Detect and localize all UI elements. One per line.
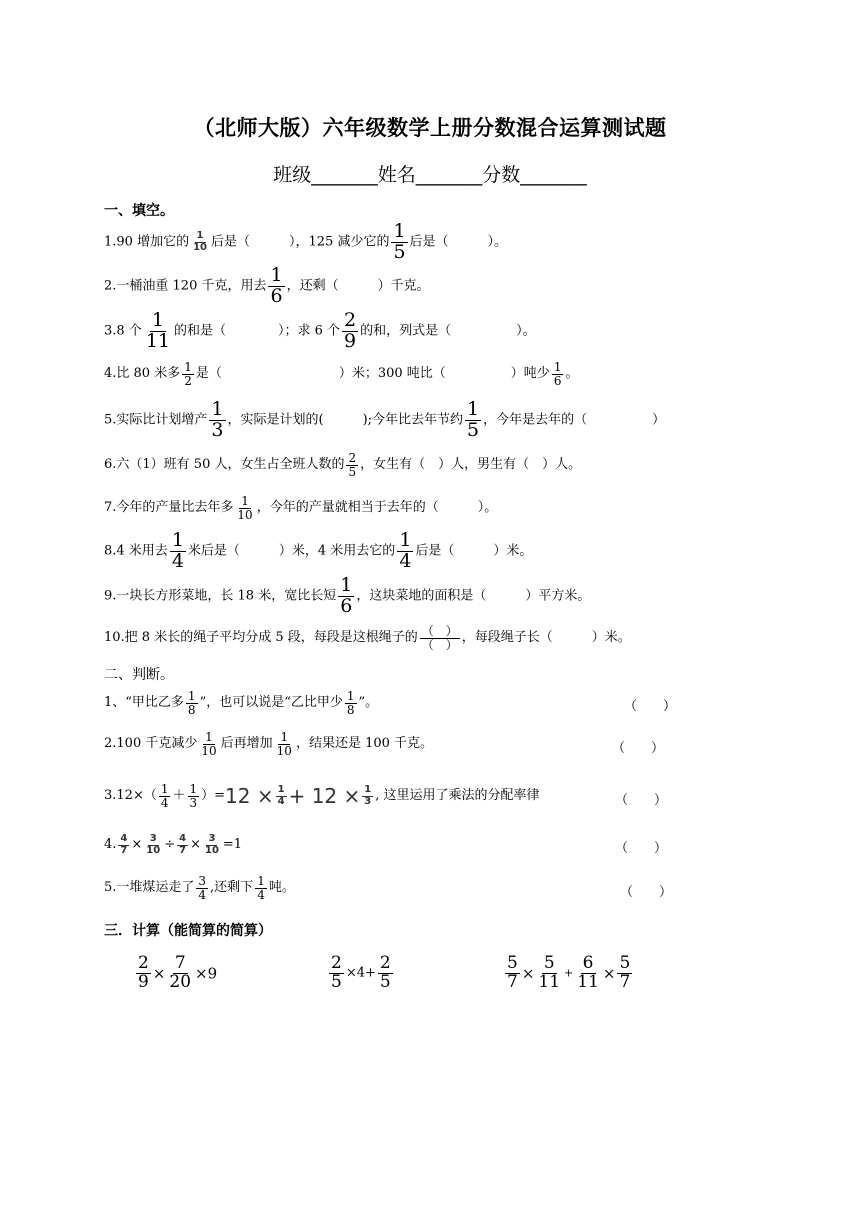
- question-9: [104, 576, 590, 616]
- question-text: ÷: [164, 837, 176, 852]
- numerator: 4: [120, 833, 128, 844]
- answer-paren[interactable]: （ ）: [620, 885, 673, 900]
- numerator: 1: [187, 688, 196, 703]
- denominator: 3: [211, 418, 224, 441]
- numerator: 1: [189, 781, 198, 796]
- question-text: ，结果还是 100 千克。: [295, 736, 434, 751]
- student-info-line: 班级_______姓名_______分数_______: [273, 164, 587, 186]
- denominator: 7: [179, 844, 187, 856]
- question-text: ×4+: [345, 965, 376, 981]
- judge-5: [104, 868, 295, 908]
- judge-2: [104, 724, 433, 764]
- numerator: 1: [241, 493, 249, 508]
- fraction: [275, 731, 294, 757]
- denominator: 5: [379, 972, 391, 992]
- question-text: 后是（ ），125 减少它的: [211, 234, 390, 250]
- fraction: [170, 531, 186, 572]
- question-text: 吨。: [268, 880, 295, 895]
- question-text: 4.: [104, 837, 117, 852]
- question-text: ，还剩（ ）千克。: [286, 278, 430, 294]
- question-text: 5.一堆煤运走了: [104, 880, 195, 895]
- question-text: 3.12×（: [104, 788, 157, 803]
- denominator: 4: [160, 795, 169, 810]
- fraction: [196, 875, 208, 901]
- numerator: 1: [205, 729, 213, 744]
- question-text: ，这块菜地的面积是（ ）平方米。: [356, 588, 591, 604]
- calc-3: [503, 950, 634, 996]
- numerator: 1: [277, 784, 285, 795]
- fraction: [235, 495, 254, 521]
- numerator: 3: [208, 833, 216, 844]
- fraction: [159, 783, 171, 809]
- fraction: [552, 361, 564, 387]
- denominator: 20: [169, 972, 192, 992]
- question-5: [104, 400, 665, 440]
- question-text: ,还剩下: [210, 880, 254, 895]
- denominator: 7: [120, 844, 128, 856]
- numerator: 1: [399, 529, 412, 551]
- question-text: ，女生有（ ）人，男生有（ ）人。: [360, 457, 582, 472]
- fraction: [338, 576, 354, 617]
- fraction: [276, 785, 287, 807]
- section-calc-heading: 三．计算（能简算的简算）: [104, 923, 272, 939]
- numerator: 1: [151, 309, 164, 331]
- question-text: 米后是（ ）米，4 米用去它的: [187, 543, 396, 559]
- fraction: [203, 834, 221, 856]
- question-text: 1.90 增加它的: [104, 234, 190, 250]
- denominator: 7: [619, 972, 631, 992]
- fraction: [362, 785, 373, 807]
- question-text: ×9: [195, 964, 218, 983]
- denominator: 6: [270, 284, 283, 307]
- denominator: 4: [198, 887, 207, 902]
- numerator: 2: [379, 953, 391, 974]
- fraction: [144, 834, 162, 856]
- denominator: 8: [346, 702, 355, 717]
- question-4: [104, 354, 578, 394]
- question-text: ”，也可以说是“乙比甲少: [199, 695, 343, 710]
- fraction: [188, 783, 200, 809]
- numerator: 1: [467, 398, 480, 420]
- question-text: 4.比 80 米多: [104, 366, 181, 381]
- question-text: ，实际是计划的( );今年比去年节约: [227, 412, 464, 428]
- question-text: , 这里运用了乘法的分配率律: [375, 788, 540, 803]
- fraction: [186, 690, 198, 716]
- denominator: 10: [204, 844, 219, 856]
- denominator: 5: [393, 240, 406, 263]
- denominator: 8: [187, 702, 196, 717]
- denominator: （ ）: [421, 637, 458, 652]
- numerator: 1: [184, 359, 192, 374]
- denominator: 5: [331, 972, 342, 992]
- fraction: [209, 400, 225, 441]
- question-text: ，今年是去年的（ ）: [483, 412, 666, 428]
- question-text: 12 ×: [225, 784, 274, 808]
- denominator: 9: [344, 329, 357, 352]
- denominator: 3: [364, 795, 372, 807]
- numerator: 2: [348, 450, 357, 465]
- question-8: [104, 531, 532, 571]
- fraction: [167, 955, 193, 992]
- question-text: 9.一块长方形菜地，长 18 米，宽比长短: [104, 588, 337, 604]
- calc-1: [134, 950, 217, 996]
- denominator: 10: [193, 241, 207, 253]
- fraction: [191, 231, 209, 253]
- numerator: 4: [179, 833, 187, 844]
- question-text: 6.六（1）班有 50 人，女生占全班人数的: [104, 457, 345, 472]
- question-text: ×: [131, 837, 143, 852]
- question-text: 10.把 8 米长的绳子平均分成 5 段，每段是这根绳子的: [104, 630, 418, 645]
- numerator: 1: [280, 729, 289, 744]
- question-text: 5.实际比计划增产: [104, 412, 208, 428]
- question-text: +: [564, 966, 574, 980]
- denominator: 10: [276, 743, 292, 758]
- fraction: [617, 955, 632, 992]
- question-10: [104, 618, 631, 658]
- page-title: （北师大版）六年级数学上册分数混合运算测试题: [193, 116, 667, 140]
- fraction: [505, 955, 520, 992]
- denominator: 5: [348, 464, 357, 479]
- answer-paren[interactable]: （ ）: [612, 741, 665, 756]
- question-text: + 12 ×: [288, 784, 361, 808]
- question-text: 7.今年的产量比去年多: [104, 500, 234, 515]
- question-text: ，今年的产量就相当于去年的（ ）。: [256, 500, 498, 515]
- question-text: ＋: [172, 788, 186, 803]
- numerator: 7: [174, 953, 186, 974]
- denominator: 10: [201, 743, 217, 758]
- denominator: 11: [538, 972, 561, 992]
- section-fill-in-heading: 一、填空。: [104, 203, 174, 219]
- question-text: ×: [602, 964, 616, 983]
- answer-paren[interactable]: （ ）: [615, 793, 668, 808]
- fraction: [144, 311, 172, 352]
- question-text: 8.4 米用去: [104, 543, 168, 559]
- question-text: 3.8 个: [104, 323, 142, 339]
- denominator: 9: [138, 972, 149, 992]
- numerator: 1: [340, 574, 353, 596]
- denominator: 3: [189, 795, 198, 810]
- judge-4: [104, 825, 242, 865]
- fraction: [182, 361, 194, 387]
- numerator: 1: [211, 398, 224, 420]
- fraction: [118, 834, 129, 856]
- denominator: 2: [184, 373, 192, 388]
- numerator: 1: [364, 784, 372, 795]
- fraction: [465, 400, 481, 441]
- question-text: ，每段绳子长（ ）米。: [461, 630, 631, 645]
- question-text: 的和是（ ）；求 6 个: [174, 323, 341, 339]
- question-text: 2.100 千克减少: [104, 736, 198, 751]
- question-text: 的和，列式是（ ）。: [360, 323, 536, 339]
- judge-3: [104, 776, 540, 816]
- denominator: 7: [507, 972, 518, 992]
- question-text: 后是（ ）米。: [415, 543, 533, 559]
- question-text: 是（ ）米；300 吨比（ ）吨少: [195, 366, 550, 381]
- fraction: [345, 690, 357, 716]
- question-text: =1: [222, 837, 243, 852]
- question-6: [104, 445, 581, 485]
- denominator: 4: [171, 549, 184, 572]
- numerator: 1: [393, 220, 406, 242]
- fraction: [378, 955, 393, 992]
- question-7: [104, 488, 497, 528]
- question-1: [104, 222, 507, 262]
- question-text: ×: [521, 964, 535, 983]
- question-text: 后是（ ）。: [409, 234, 508, 250]
- question-text: ×: [190, 837, 201, 852]
- question-text: ）=: [201, 788, 226, 803]
- fraction: [329, 955, 344, 992]
- fraction: [342, 311, 358, 352]
- numerator: 1: [196, 230, 204, 242]
- fraction: [268, 266, 284, 307]
- numerator: 5: [543, 953, 555, 974]
- question-text: 后再增加: [220, 736, 273, 751]
- numerator: 5: [619, 953, 631, 974]
- numerator: 1: [553, 359, 562, 374]
- fraction: [255, 875, 267, 901]
- question-2: [104, 266, 430, 306]
- numerator: 1: [257, 873, 265, 888]
- numerator: 1: [346, 688, 355, 703]
- fraction: [199, 731, 218, 757]
- answer-paren[interactable]: （ ）: [615, 841, 668, 856]
- question-text: 2.一桶油重 120 千克，用去: [104, 278, 267, 294]
- numerator: （ ）: [421, 623, 458, 638]
- numerator: 2: [344, 309, 357, 331]
- fraction: [177, 834, 188, 856]
- denominator: 10: [237, 507, 253, 522]
- answer-paren[interactable]: （ ）: [624, 699, 677, 714]
- denominator: 6: [553, 373, 562, 388]
- fraction: [536, 955, 562, 992]
- numerator: 2: [138, 953, 149, 974]
- question-3: [104, 311, 536, 351]
- denominator: 4: [399, 549, 412, 572]
- question-text: ×: [152, 964, 166, 983]
- fraction: [136, 955, 151, 992]
- numerator: 1: [171, 529, 184, 551]
- numerator: 1: [270, 264, 283, 286]
- calc-2: [327, 950, 395, 996]
- fraction: [575, 955, 601, 992]
- numerator: 3: [149, 833, 157, 844]
- denominator: 4: [277, 795, 285, 807]
- denominator: 10: [146, 844, 161, 856]
- denominator: 11: [577, 972, 599, 992]
- numerator: 2: [331, 953, 342, 974]
- denominator: 6: [340, 594, 353, 617]
- numerator: 1: [160, 781, 169, 796]
- denominator: 4: [257, 887, 265, 902]
- section-judge-heading: 二、判断。: [104, 667, 174, 683]
- numerator: 3: [198, 873, 207, 888]
- question-text: 1、“甲比乙多: [104, 695, 184, 710]
- judge-1: [104, 683, 378, 723]
- fraction: [420, 625, 460, 651]
- fraction: [391, 222, 407, 263]
- numerator: 6: [582, 953, 594, 974]
- question-text: ”。: [358, 695, 379, 710]
- fraction: [346, 452, 358, 478]
- denominator: 11: [145, 329, 170, 352]
- denominator: 5: [467, 418, 480, 441]
- fraction: [397, 531, 413, 572]
- question-text: 。: [565, 366, 579, 381]
- numerator: 5: [507, 953, 518, 974]
